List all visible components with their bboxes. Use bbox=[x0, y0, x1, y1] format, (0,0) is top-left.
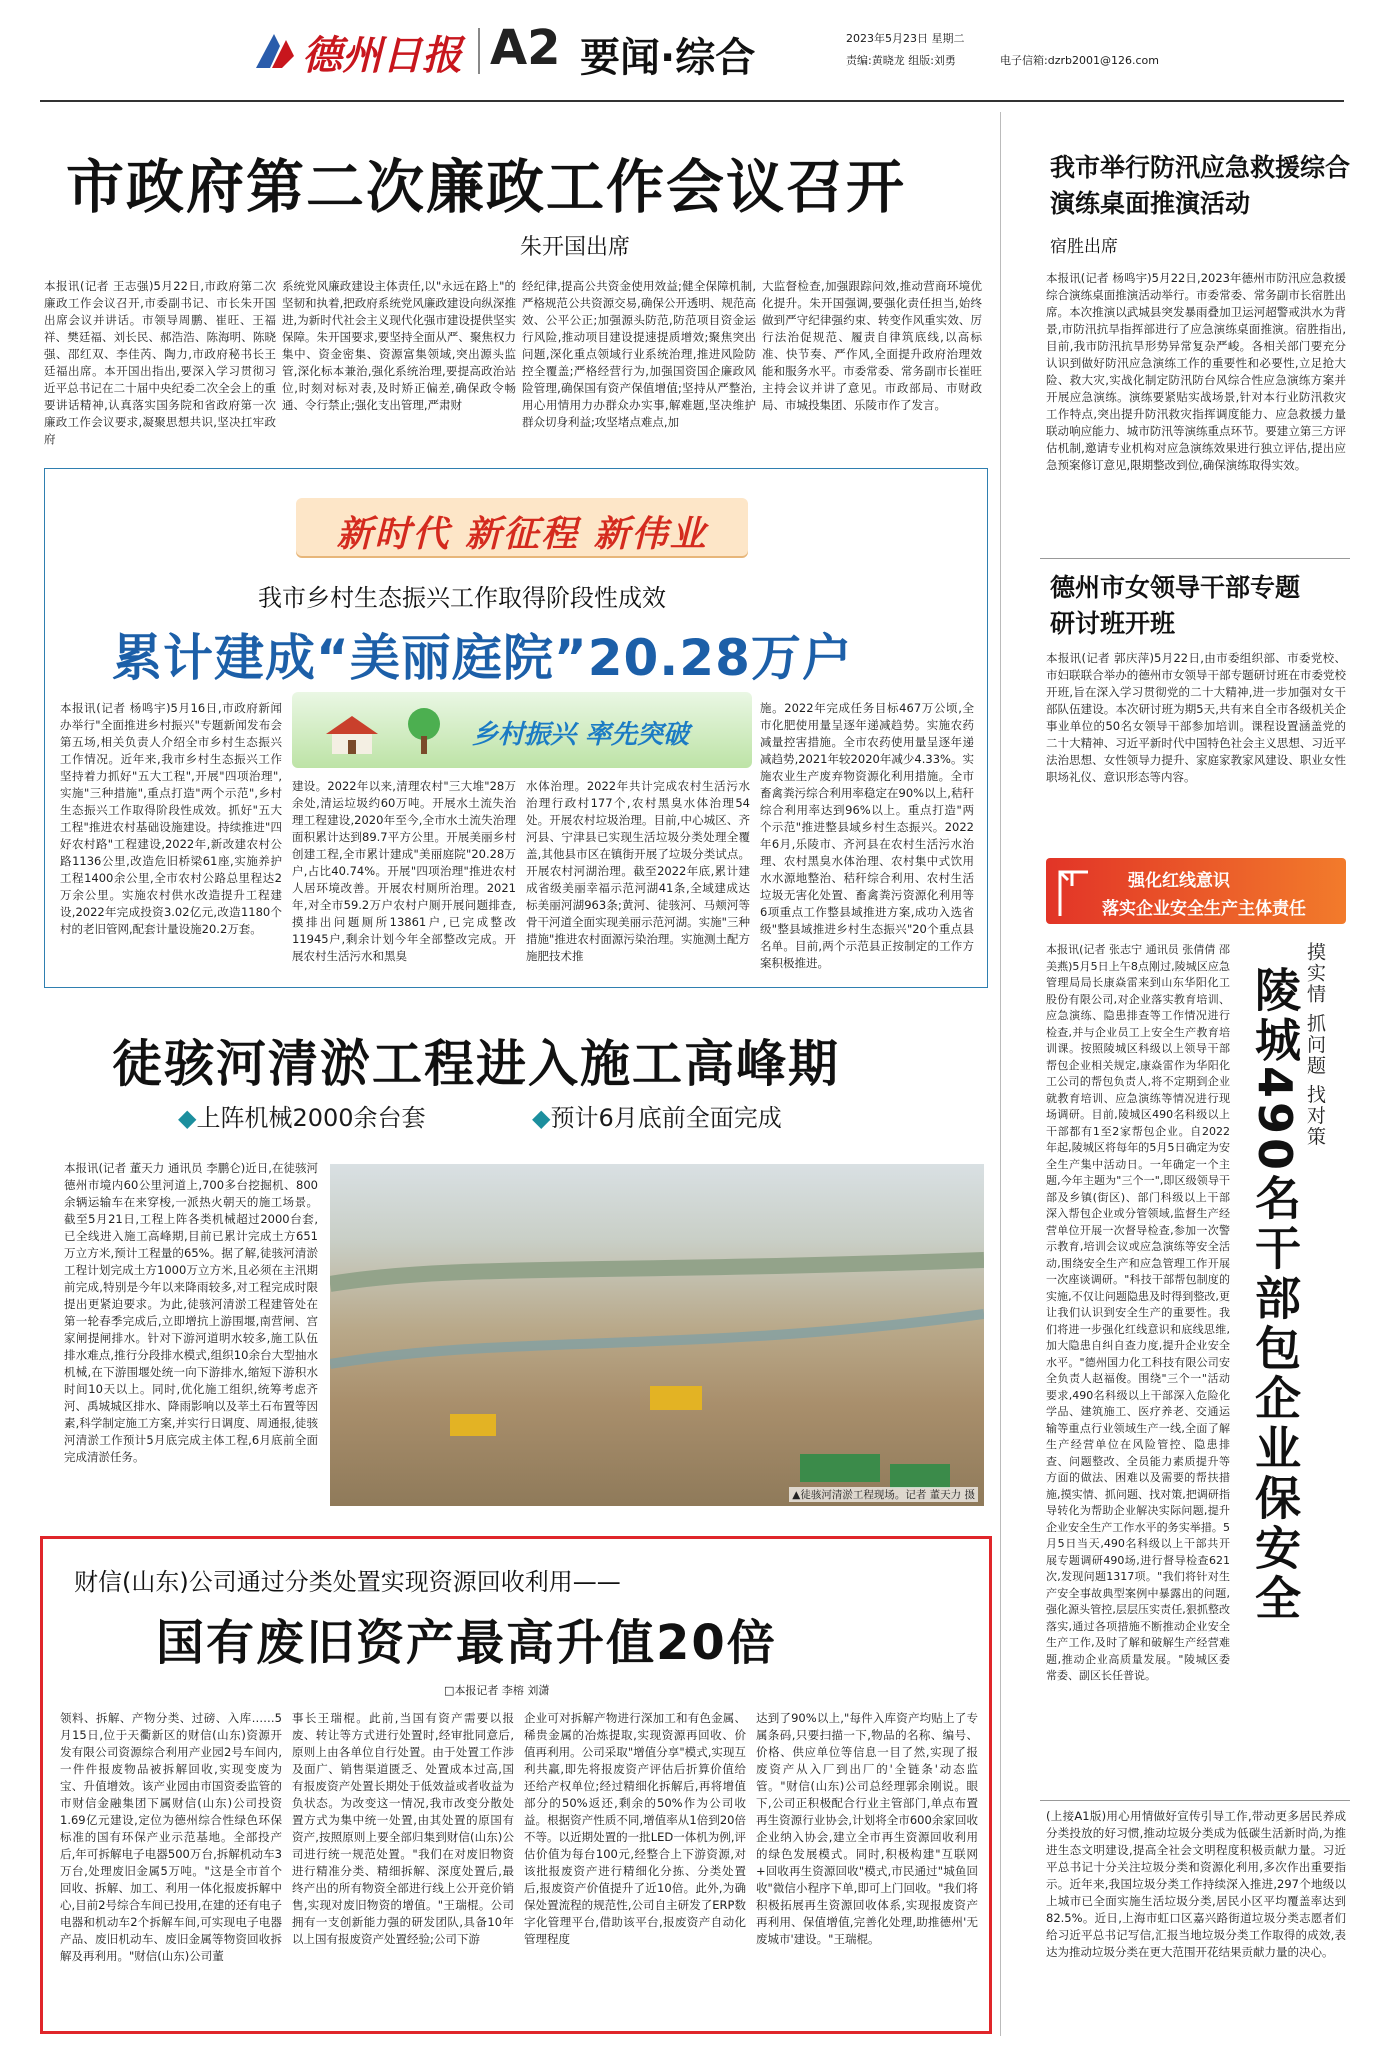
tuhai-headline: 徒骇河清淤工程进入施工高峰期 bbox=[112, 1035, 840, 1093]
masthead bbox=[0, 0, 1384, 108]
caixin-column-2: 事长王瑞棍。此前,当国有资产需要以报废、转让等方式进行处置时,经审批同意后,原则上由各单位自行处置。由于处置工作涉及面广、销售渠道匮乏、处置成本过高,国有报废资产处置长期处于低效益或者收益为负状态。为改变这一情况,我市改变分散处置方式为集中统一处置,由其处置的原国有资产,按照原则上要全部归集到财信(山东)公司进行统一规范处置。"我们在对废旧物资进行精准分类、精细拆解、深度处置后,最终产出的所有物资全部进行线上公开竞价销售,实现对废旧物资的增值。"王瑞棍。公司拥有一支创新能力强的研发团队,具备10年以上国有报废资产处置经验;公司下游 bbox=[292, 1711, 514, 1946]
tuhai-bullet-1-text: 上阵机械2000余台套 bbox=[196, 1104, 426, 1132]
masthead-divider bbox=[478, 28, 480, 74]
caixin-column-4: 达到了90%以上,"每件入库资产均贴上了专属条码,只要扫描一下,物品的名称、编号、价格、供应单位等信息一目了然,实现了报废资产从入厂到出厂的'全链条'动态监管。"财信(山东)公司总经理郭余刚说。眼下,公司正积极配合行业主管部门,单点布置再生资源行业协会,计划将全市600余家回收企业纳入协会,建立全市再生资源回收利用的绿色发展模式。同时,积极构建"互联网+回收再生资源回收"模式,市民通过"城鱼回收"微信小程序下单,即可上门回收。"我们将积极拓展再生资源回收体系,实现报废资产再利用、保值增值,完善化处理,助推德州'无废城市'建设。"王瑞棍。 bbox=[756, 1711, 978, 1946]
page-name: 要闻·综合 bbox=[580, 35, 756, 81]
lead-column-4: 大监督检查,加强跟踪问效,推动营商环境优化提升。朱开国强调,要强化责任担当,始终做到严守纪律强约束、转变作风重实效、厉行法治促规范、履责自律筑底线,以高标准、快节奏、严作风,全面提升政府治理效能和服务水平。市委常委、常务副市长崔旺主持会议并讲了意见。市政部局、市财政局、市城投集团、乐陵市作了发言。 bbox=[762, 279, 982, 412]
lead-column-2: 系统党风廉政建设主体责任,以"永远在路上"的坚韧和执着,把政府系统党风廉政建设向纵深推进,为新时代社会主义现代化强市建设提供坚实保障。朱开国要求,要坚持全面从严、聚焦权力集中、资金密集、资源富集领域,突出源头监管,深化标本兼治,强化系统治理,要提高政治站位,时刻对标对表,及时矫正偏差,确保政令畅通、令行禁止;强化支出管理,严肃财 bbox=[282, 279, 516, 412]
caixin-kicker: 财信(山东)公司通过分类处置实现资源回收利用—— bbox=[74, 1568, 621, 1596]
side2-headline: 德州市女领导干部专题研讨班开班 bbox=[1050, 573, 1301, 638]
side-rule-2 bbox=[1040, 1800, 1350, 1801]
rural-column-4: 施。2022年完成任务目标467万公顷,全市化肥使用量呈逐年递减趋势。实施农药减量控害措施。全市农药使用量呈逐年递减趋势,2021年较2020年减少4.33%。实施农业生产废弃物资源化利用措施。全市畜禽粪污综合利用率稳定在90%以上,秸秆综合利用率达到96%以上。重点打造"两个示范"推进整县域乡村生态振兴。2022年6月,乐陵市、齐河县在农村生活污水治理、农村黑臭水体治理、农村集中式饮用水水源地整治、秸秆综合利用、农村生活垃圾无害化处置、畜禽粪污资源化利用等6项重点工作整县域推进方案,成功入选省级"整县域推进乡村生态振兴"20个重点县名单。目前,两个示范县正按制定的工作方案积极推进。 bbox=[760, 701, 974, 970]
lingcheng-body: 本报讯(记者 张志宁 通讯员 张倩倩 邵美燕)5月5日上午8点刚过,陵城区应急管理局局长康焱雷来到山东华阳化工股份有限公司,对企业落实教育培训、应急演练、隐患排查等工作情况进行检查,并与企业员工上安全生产教育培训课。按照陵城区科级以上领导干部帮包企业相关规定,康焱雷作为华阳化工公司的帮包负责人,将不定期到企业就教育培训、应急演练等情况进行现场调研。目前,陵城区490名科级以上干部都有1至2家帮包企业。自2022年起,陵城区将每年的5月5日确定为安全生产集中活动日。一年确定一个主题,今年主题为"三个一",即区级领导干部及乡镇(街区)、部门科级以上干部深入帮包企业或分管领域,监督生产经营单位开展一次督导检查,参加一次警示教育,培训会议或应急演练等安全活动,围绕安全生产和应急管理工作开展一次座谈调研。"科技干部帮包制度的实施,不仅让问题隐患及时得到整改,更让我们认识到安全生产的重要性。我们将进一步强化红线意识和底线思维,加大隐患自纠自查力度,提升企业安全水平。"德州国力化工科技有限公司安全负责人赵福俊。围绕"三个一"活动要求,490名科级以上干部深入危险化学品、建筑施工、医疗养老、交通运输等重点行业领域生产一线,全面了解生产经营单位在风险管控、隐患排查、问题整改、全员能力素质提升等方面的做法、困难以及需要的帮扶措施,摸实情、抓问题、找对策,把调研指导转化为帮助企业解决实际问题,提升企业安全生产工作水平的务实举措。5月5日当天,490名科级以上干部共开展专题调研490场,进行督导检查621次,发现问题1317项。"我们将针对生产安全事故典型案例中暴露出的问题,强化源头管控,层层压实责任,狠抓整改落实,通过各项措施不断推动企业安全生产工作,及时了解和破解生产经营难题,推动企业高质量发展。"陵城区委常委、副区长任普说。 bbox=[1046, 943, 1230, 1682]
right-column-rule bbox=[1000, 112, 1001, 2036]
caixin-column-3: 企业可对拆解产物进行深加工和有色金属、稀贵金属的冶炼提取,实现资源再回收、价值再利用。公司采取"增值分享"模式,实现互利共赢,即先将报废资产评估后折算价值给还给产权单位;经过精细化拆解后,再将增值部分的50%返还,剩余的50%作为公司收益。根据资产性质不同,增值率从1倍到20倍不等。以近期处置的一批LED一体机为例,评估价值为每台100元,经整合上下游资源,对该批报废资产进行精细化分拣、分类处置后,报废资产价值提升了近10倍。此外,为确保处置流程的规范性,公司自主研发了ERP数字化管理平台,借助该平台,报废资产自动化管理程度 bbox=[524, 1711, 746, 1946]
new-era-banner-text: 新时代 新征程 新伟业 bbox=[336, 514, 708, 555]
page-date: 2023年5月23日 星期二 bbox=[846, 32, 965, 45]
continued-from-a1: (上接A1版)用心用情做好宣传引导工作,带动更多居民养成分类投放的好习惯,推动垃圾分类成为低碳生活新时尚,为推进生态文明建设,提高全社会文明程度积极贡献力量。习近平总书记十分关注垃圾分类和资源化利用,多次作出重要指示。近年来,我国垃圾分类工作持续深入推进,297个地级以上城市已全面实施生活垃圾分类,居民小区平均覆盖率达到82.5%。近日,上海市虹口区嘉兴路街道垃圾分类志愿者们给习近平总书记写信,汇报当地垃圾分类工作取得的成效,表达为推动垃圾分类在更大范围开花结果贡献力量的决心。 bbox=[1046, 1809, 1346, 1959]
rural-column-1: 本报讯(记者 杨鸣宇)5月16日,市政府新闻办举行"全面推进乡村振兴"专题新闻发布会第五场,相关负责人介绍全市乡村生态振兴工作情况。近年来,我市乡村生态振兴工作坚持着力抓好"五大工程",开展"四项治理",实施"三种措施",重点打造"两个示范",乡村生态振兴工作取得阶段性成效。抓好"五大工程"推进农村基础设施建设。持续推进"四好农村路"工程建设,2022年,新改建农村公路1136公里,改造危旧桥梁61座,实施养护工程1400余公里,全市农村公路总里程达2万余公里。实施农村供水改造提升工程建设,2022年完成投资3.02亿元,改造1180个村的老旧管网,配套计量设施20.2万套。 bbox=[60, 701, 282, 936]
masthead-logo: 德州日报 bbox=[302, 32, 462, 79]
caixin-byline: □本报记者 李榕 刘潇 bbox=[444, 1684, 550, 1697]
tuhai-bullet-1 bbox=[178, 1098, 426, 1133]
lead-subheadline: 朱开国出席 bbox=[520, 235, 631, 260]
lead-headline: 市政府第二次廉政工作会议召开 bbox=[66, 153, 907, 221]
rural-column-3: 水体治理。2022年共计完成农村生活污水治理行政村177个,农村黑臭水体治理54处。开展农村垃圾治理。目前,中心城区、齐河县、宁津县已实现生活垃圾分类处理全覆盖,其他县市区在镇街开展了垃圾分类试点。开展农村河湖治理。截至2022年底,累计建成省级美丽幸福示范河湖41条,全域建成达标美丽河湖963条;黄河、徒骇河、马颊河等骨干河道全面实现美丽示范河湖。实施"三种措施"推进农村面源污染治理。实施测土配方施肥技术推 bbox=[526, 779, 750, 963]
crane-icon bbox=[1052, 866, 1092, 916]
logo-emblem bbox=[252, 28, 298, 74]
lingcheng-banner-line1: 强化红线意识 bbox=[1128, 871, 1230, 891]
lingcheng-headline: 陵城490名干部包企业保安全 bbox=[1248, 966, 1302, 1625]
lingcheng-banner bbox=[1046, 858, 1346, 924]
tuhai-photo bbox=[330, 1164, 984, 1506]
tuhai-photo-caption: ▲徒骇河清淤工程现场。记者 董天力 摄 bbox=[789, 1487, 978, 1502]
page-code: A2 bbox=[490, 20, 561, 76]
diamond-icon: ◆ bbox=[532, 1104, 551, 1132]
house-icon bbox=[322, 712, 382, 756]
caixin-headline: 国有废旧资产最高升值20倍 bbox=[156, 1615, 777, 1671]
rural-headline: 累计建成“美丽庭院”20.28万户 bbox=[112, 629, 853, 687]
tuhai-bullet-2 bbox=[532, 1098, 782, 1133]
rural-kicker: 我市乡村生态振兴工作取得阶段性成效 bbox=[258, 584, 666, 612]
side2-body: 本报讯(记者 郭庆萍)5月22日,由市委组织部、市委党校、市妇联联合举办的德州市女领导干部专题研讨班在市委党校开班,旨在深入学习贯彻党的二十大精神,进一步加强对女干部队伍建设。本次研讨班为期5天,共有来自全市各级机关企事业单位的50名女领导干部参加培训。课程设置涵盖党的二十大精神、习近平新时代中国特色社会主义思想、习近平法治思想、女性领导力提升、家庭家教家风建设、职业女性职场礼仪、意识形态等内容。 bbox=[1046, 651, 1346, 784]
lead-column-3: 经纪律,提高公共资金使用效益;健全保障机制,严格规范公共资源交易,确保公开透明、规范高效、公平公正;加强源头防范,防范项目资金运行风险,推动项目建设提速提质增效;聚焦突出问题,深化重点领域行业系统治理,推进风险防控全覆盖;严格经营行为,加强国资国企廉政风险管理,确保国有资产保值增值;坚持从严整治,用心用情用力办群众办实事,解难题,坚决维护群众切身利益;攻坚堵点难点,加 bbox=[522, 279, 756, 429]
lingcheng-slogan: 摸实情 抓问题 找对策 bbox=[1304, 942, 1326, 1148]
side-rule-1 bbox=[1040, 558, 1350, 559]
caixin-column-1: 领料、拆解、产物分类、过磅、入库……5月15日,位于天衢新区的财信(山东)资源开发有限公司资源综合利用产业园2号车间内,一件件报废物品被拆解回收,实现变废为宝、升值增效。该产业园由市国资委监管的市财信金融集团下属财信(山东)公司投资1.69亿元建设,定位为德州综合性绿色环保标准的国有环保产业示范基地。全部投产后,年可拆解电子电器500万台,拆解机动车3万台,处理废旧金属5万吨。"这是全市首个回收、拆解、加工、利用一体化报废拆解中心,目前2号综合车间已投用,在建的还有电子电器和机动车2个拆解车间,可实现电子电器产品、废旧机动车、废旧金属等物资回收拆解及再利用。"财信(山东)公司董 bbox=[60, 1711, 282, 1963]
rural-illustration bbox=[292, 692, 752, 768]
lingcheng-banner-line2: 落实企业安全生产主体责任 bbox=[1102, 899, 1306, 919]
side1-subheadline: 宿胜出席 bbox=[1050, 237, 1118, 257]
tuhai-bullet-2-text: 预计6月底前全面完成 bbox=[550, 1104, 782, 1132]
rural-badge: 乡村振兴 率先突破 bbox=[472, 720, 690, 750]
side1-headline: 我市举行防汛应急救援综合演练桌面推演活动 bbox=[1050, 153, 1351, 218]
masthead-rule bbox=[40, 100, 1344, 102]
lead-column-1: 本报讯(记者 王志强)5月22日,市政府第二次廉政工作会议召开,市委副书记、市长朱开国出席会议并讲话。市领导周鹏、崔旺、王福祥、樊廷福、刘长民、郝浩浩、陈海明、陈晓强、邵红双、李佳芮、陶力,市政府秘书长王廷福出席。本开国出指出,要深入学习贯彻习近平总书记在二十届中央纪委二次全会上的重要讲话精神,认真落实国务院和省政府第一次廉政工作会议要求,凝聚思想共识,坚决扛牢政府 bbox=[44, 279, 276, 446]
tuhai-body: 本报讯(记者 董天力 通讯员 李鹏仑)近日,在徒骇河德州市境内60公里河道上,700多台挖掘机、800余辆运输车在来穿梭,一派热火朝天的施工场景。截至5月21日,工程上阵各类机械超过2000台套,已全线进入施工高峰期,目前已累计完成土方651万立方米,预计工程量的65%。据了解,徒骇河清淤工程计划完成土方1000万立方米,且必须在主汛期前完成,特别是今年以来降雨较多,对工程完成时限提出更紧迫要求。为此,徒骇河清淤工程建管处在第一轮春季完成后,立即增抗上游围堰,南营闸、宫家闸提闸排水。针对下游河道明水较多,施工队伍排水难点,推行分段排水模式,组织10余台大型抽水机械,在下游围堰处统一向下游排水,缩短下游积水时间10天以上。同时,优化施工组织,统筹考虑齐河、禹城城区排水、降雨影响以及莘土石布置等因素,科学制定施工方案,并实行日调度、周通报,徒骇河清淤工作预计5月底完成主体工程,6月底前全面完成清淤任务。 bbox=[64, 1161, 318, 1464]
page-editors: 责编:黄晓龙 组版:刘勇 bbox=[846, 54, 956, 67]
diamond-icon: ◆ bbox=[178, 1104, 197, 1132]
rural-column-2: 建设。2022年以来,清理农村"三大堆"28万余处,清运垃圾约60万吨。开展水土流失治理工程建设,2020年至今,全市水土流失治理面积累计达到89.7平方公里。开展美丽乡村创建工程,全市累计建成"美丽庭院"20.28万户,占比40.74%。开展"四项治理"推进农村人居环境改善。开展农村厕所治理。2021年,对全市59.2万户农村户厕开展问题排查,摸排出问题厕所13861户,已完成整改11945户,剩余计划今年全部整改完成。开展农村生活污水和黑臭 bbox=[292, 779, 516, 963]
page-email: 电子信箱:dzrb2001@126.com bbox=[1000, 54, 1159, 67]
tree-icon bbox=[404, 706, 444, 756]
new-era-banner bbox=[296, 498, 748, 556]
side1-body: 本报讯(记者 杨鸣宇)5月22日,2023年德州市防汛应急救援综合演练桌面推演活动举行。市委常委、常务副市长宿胜出席。本次推演以武城县突发暴雨叠加卫运河超警戒洪水为背景,市防汛抗旱指挥部进行了应急演练桌面推演。宿胜指出,目前,我市防汛抗旱形势异常复杂严峻。各相关部门要充分认识到做好防汛应急演练工作的重要性和必要性,立足抢大险、救大灾,实战化制定防汛防台风综合性应急演练方案并开展应急演练。演练要紧贴实战场景,针对本行业防汛救灾工作特点,突出提升防汛救灾指挥调度能力、应急救援力量联动响应能力、城市防汛等演练重点环节。要建立第三方评估机制,邀请专业机构对应急演练效果进行独立评估,提出应急预案修订意见,限期整改到位,确保演练取得实效。 bbox=[1046, 271, 1346, 472]
